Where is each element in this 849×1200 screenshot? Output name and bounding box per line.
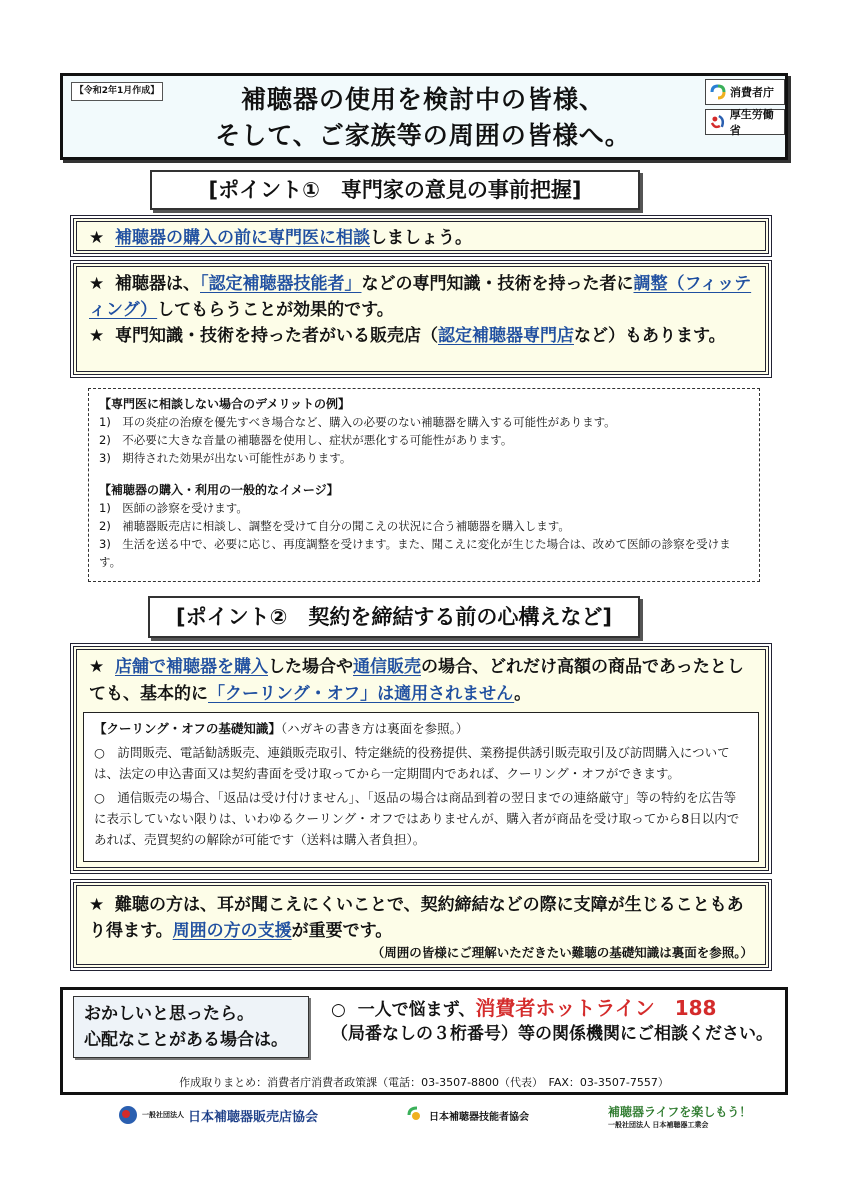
- warning-text-3: 。: [514, 684, 532, 704]
- purchase-step: 3) 生活を送る中で、必要に応じ、再度調整を受けます。また、聞こえに変化が生じた場合は、改めて医師の診察を受けます。: [99, 537, 731, 569]
- hotline-pre: 一人で悩まず、: [357, 1000, 476, 1020]
- circle-bullet-icon: ○: [331, 1000, 346, 1020]
- demerits-heading: 【専門医に相談しない場合のデメリットの例】: [99, 397, 351, 411]
- technician-association-icon: [405, 1105, 425, 1125]
- header-banner: [60, 73, 788, 160]
- point1-heading: [ポイント① 専門家の意見の事前把握]: [150, 170, 640, 210]
- contact-box: [60, 987, 788, 1095]
- technician-association-name: 日本補聴器技能者協会: [429, 1111, 529, 1123]
- shop-text-post: など）もあります。: [574, 326, 726, 346]
- shop-item: [89, 323, 753, 349]
- certified-technician-link[interactable]: 「認定補聴器技能者」: [200, 274, 362, 294]
- warning-text-2: の場合、どれだけ高額の商品であったとしても、基本的に: [89, 657, 744, 704]
- date-tag: 【令和2年1月作成】: [71, 82, 163, 101]
- consumer-hotline-188[interactable]: 消費者ホットライン 188: [475, 996, 717, 1020]
- star-icon: ★: [89, 274, 105, 294]
- mhlw-logo-icon: [709, 113, 727, 131]
- point2-heading: [ポイント② 契約を締結する前の心構えなど]: [148, 596, 640, 638]
- star-icon: ★: [89, 228, 105, 248]
- caa-logo-icon: [709, 83, 727, 101]
- surrounding-support-link[interactable]: 周囲の方の支援: [172, 921, 292, 941]
- cooling-off-box: [73, 646, 769, 871]
- purchase-step: 2) 補聴器販売店に相談し、調整を受けて自分の聞こえの状況に合う補聴器を購入します。: [99, 519, 570, 533]
- support-text-pre: 難聴の方は、耳が聞こえにくいことで、契約締結などの際に支障が生じることもあり得ます。: [89, 895, 744, 941]
- hotline-text: [331, 996, 783, 1046]
- credit-line: 作成取りまとめ：消費者庁消費者政策課（電話：03-3507-8800（代表） FAX：03-3507-7557）: [179, 1076, 669, 1089]
- warning-text-1: した場合や: [268, 657, 353, 677]
- title-line-1: 補聴器の使用を検討中の皆様、: [240, 85, 605, 114]
- sales-association-icon: [118, 1105, 138, 1125]
- notes-box: [88, 388, 760, 582]
- caa-logo: [705, 79, 785, 105]
- cooling-off-warning: [77, 650, 765, 712]
- cooling-off-heading-row: [94, 718, 748, 739]
- industry-slogan: 補聴器ライフを楽しもう！: [608, 1105, 752, 1119]
- footer-logo-sales-association: [118, 1103, 318, 1127]
- footer-logo-technician-association: [405, 1103, 529, 1127]
- support-box: [73, 882, 769, 968]
- mhlw-logo: [705, 109, 785, 135]
- shop-text-pre: 専門知識・技術を持った者がいる販売店（: [115, 326, 438, 346]
- fitting-text-post: してもらうことが効果的です。: [157, 300, 394, 320]
- caa-logo-text: 消費者庁: [730, 86, 774, 99]
- purchase-step: 1) 医師の診察を受けます。: [99, 501, 248, 515]
- certified-shop-link[interactable]: 認定補聴器専門店: [438, 326, 574, 346]
- page-title: [163, 82, 683, 154]
- cooling-off-basics: [83, 712, 759, 862]
- support-text: [89, 892, 753, 944]
- sales-association-name: 日本補聴器販売店協会: [188, 1109, 319, 1125]
- demerit-item: 3) 期待された効果が出ない可能性があります。: [99, 451, 352, 465]
- star-icon: ★: [89, 657, 105, 677]
- worry-callout: [73, 996, 309, 1058]
- mail-order-link[interactable]: 通信販売: [353, 657, 421, 677]
- worry-line-2: 心配なことがある場合は。: [84, 1030, 288, 1050]
- support-note: （周囲の皆様にご理解いただきたい難聴の基礎知識は裏面を参照。）: [371, 945, 753, 960]
- footer-logo-industry-association: [608, 1103, 751, 1127]
- consult-doctor-link[interactable]: 補聴器の購入の前に専門医に相談: [115, 228, 370, 248]
- title-line-2: そして、ご家族等の周囲の皆様へ。: [215, 121, 631, 150]
- consult-doctor-text: しましょう。: [370, 228, 472, 248]
- industry-org: 一般社団法人 日本補聴器工業会: [608, 1121, 709, 1129]
- support-text-post: が重要です。: [291, 921, 393, 941]
- mhlw-logo-text: 厚生労働省: [729, 108, 774, 137]
- fitting-text-mid: などの専門知識・技術を持った者に: [361, 274, 634, 294]
- consult-doctor-box: [73, 218, 769, 254]
- purchase-image-heading: 【補聴器の購入・利用の一般的なイメージ】: [99, 483, 339, 497]
- star-icon: ★: [89, 326, 105, 346]
- worry-line-1: おかしいと思ったら。: [84, 1004, 254, 1024]
- demerit-item: 2) 不必要に大きな音量の補聴器を使用し、症状が悪化する可能性があります。: [99, 433, 513, 447]
- cooling-off-item: ○ 訪問販売、電話勧誘販売、連鎖販売取引、特定継続的役務提供、業務提供誘引販売取引及び訪問購入については、法定の申込書面又は契約書面を受け取ってから一定期間内であれば、クーリング・オフができます。: [94, 745, 730, 781]
- hotline-post: （局番なしの３桁番号）等の関係機関にご相談ください。: [331, 1024, 773, 1044]
- star-icon: ★: [89, 895, 105, 915]
- fitting-text-pre: 補聴器は、: [115, 274, 200, 294]
- store-purchase-link[interactable]: 店舗で補聴器を購入: [115, 657, 268, 677]
- cooling-off-heading: 【クーリング・オフの基礎知識】: [94, 721, 281, 736]
- fitting-link[interactable]: 調整（フィッティング）: [89, 274, 752, 320]
- fitting-item: [89, 271, 753, 323]
- fitting-box: [73, 263, 769, 375]
- cooling-off-item: ○ 通信販売の場合、「返品は受け付けません」、「返品の場合は商品到着の翌日までの連絡厳守」等の特約を広告等に表示していない限りは、いわゆるクーリング・オフではありませんが、購入者が商品を受け取ってから8日以内であれば、売買契約の解除が可能です（送料は購入者負担）。: [94, 790, 740, 847]
- demerit-item: 1) 耳の炎症の治療を優先すべき場合など、購入の必要のない補聴器を購入する可能性があります。: [99, 415, 616, 429]
- cooling-off-heading-note: （ハガキの書き方は裏面を参照。）: [280, 721, 469, 736]
- cooling-off-not-applied-link[interactable]: 「クーリング・オフ」は適用されません: [208, 684, 515, 704]
- sales-association-prefix: 一般社団法人: [142, 1111, 184, 1119]
